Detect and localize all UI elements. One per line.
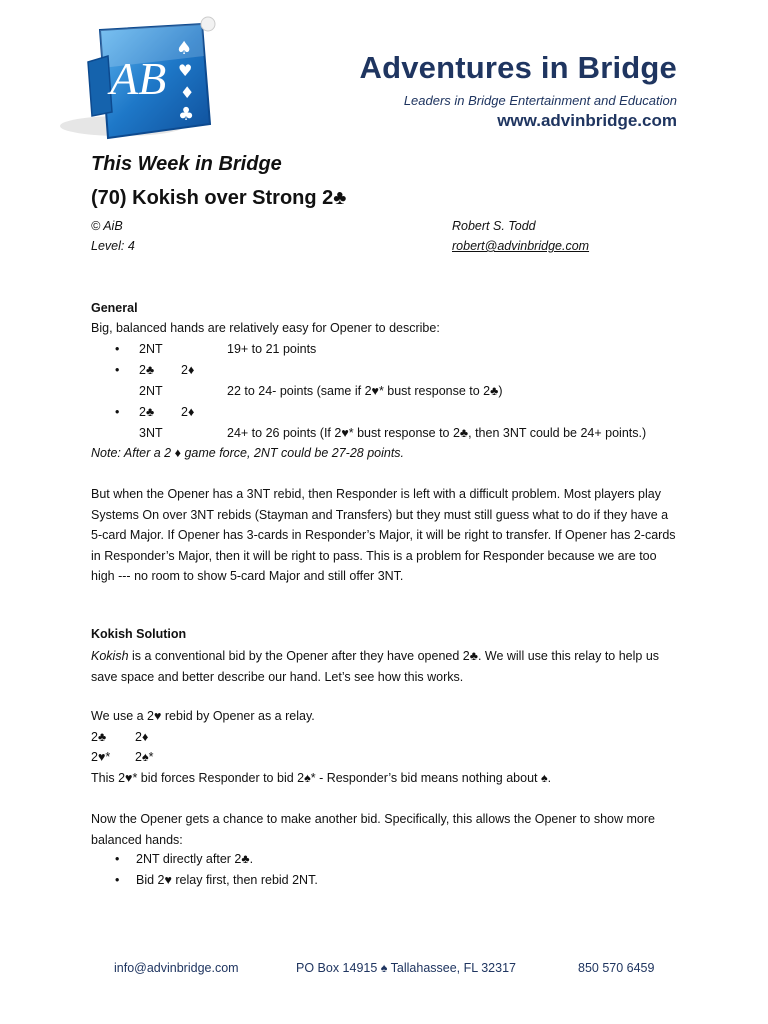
kokish-paragraph-text: is a conventional bid by the Opener after they have opened 2♣. We will use this relay to help us save space and better describe our hand. Let’s see how this works. — [91, 649, 660, 684]
kokish-paragraph — [91, 646, 681, 687]
footer-phone: 850 570 6459 — [578, 961, 655, 975]
general-heading: General — [91, 301, 138, 315]
series-title: This Week in Bridge — [91, 153, 282, 175]
list-item-detail — [0, 426, 768, 442]
list-item — [0, 873, 768, 889]
svg-text:♦: ♦ — [180, 83, 195, 102]
list-item — [0, 852, 768, 868]
bid: 3NT — [139, 426, 163, 440]
relay-line: We use a 2♥ rebid by Opener as a relay. — [91, 709, 315, 723]
bid: 2♦ — [181, 363, 195, 377]
brand-title: Adventures in Bridge — [359, 50, 677, 85]
bidding-sequence-row — [0, 750, 768, 766]
list-item — [0, 405, 768, 421]
bid-description: 24+ to 26 points (If 2♥* bust response to 2♣, then 3NT could be 24+ points.) — [227, 426, 647, 440]
bid: 2♦ — [135, 730, 149, 744]
bid-description: 19+ to 21 points — [227, 342, 317, 356]
author-email-link[interactable]: robert@advinbridge.com — [452, 239, 590, 253]
bid: 2♦ — [181, 405, 195, 419]
copyright: © AiB — [91, 219, 123, 233]
svg-text:♣: ♣ — [178, 104, 195, 125]
bidding-sequence-row — [0, 730, 768, 746]
list-item-detail — [0, 384, 768, 400]
bid: 2NT — [139, 384, 163, 398]
svg-text:♥: ♥ — [178, 61, 193, 80]
bullet-icon: • — [115, 405, 120, 419]
bullet-icon: • — [115, 363, 120, 377]
problem-paragraph: But when the Opener has a 3NT rebid, then Responder is left with a difficult problem. Most players play Systems On over 3NT rebids (Stayman and Transfers) but they must still guess what to do if they have a 5-card Major. If Opener has 3-cards in Responder’s Major, it will be right to transfer. If Opener has 2-cards in Responder’s Major, then it will be right to pass. This is a problem for Responder because we are too high --- no room to show 5-card Major and still offer 3NT. — [91, 487, 676, 583]
bid: 2♣ — [139, 405, 155, 419]
svg-text:♠: ♠ — [176, 38, 193, 59]
bid: 2NT — [139, 342, 163, 356]
game-force-note: Note: After a 2 ♦ game force, 2NT could be 27-28 points. — [91, 446, 405, 460]
logo-text: AB — [110, 53, 167, 104]
general-intro: Big, balanced hands are relatively easy for Opener to describe: — [91, 321, 440, 335]
list-item-text: 2NT directly after 2♣. — [136, 852, 254, 866]
list-item — [0, 342, 768, 358]
bid: 2♥* — [91, 750, 111, 764]
kokish-heading: Kokish Solution — [91, 627, 187, 641]
level: Level: 4 — [91, 239, 135, 253]
forces-line: This 2♥* bid forces Responder to bid 2♠* - Responder’s bid means nothing about ♠. — [91, 771, 552, 785]
bullet-icon: • — [115, 342, 120, 356]
list-item-text: Bid 2♥ relay first, then rebid 2NT. — [136, 873, 318, 887]
ab-logo-graphic — [52, 16, 222, 146]
article-title: (70) Kokish over Strong 2♣ — [91, 187, 347, 209]
opener-paragraph: Now the Opener gets a chance to make another bid. Specifically, this allows the Opener to show more balanced hands: — [91, 812, 655, 847]
bid: 2♣ — [91, 730, 107, 744]
bid-description: 22 to 24- points (same if 2♥* bust response to 2♣) — [227, 384, 503, 398]
author: Robert S. Todd — [452, 219, 536, 233]
footer-email-link[interactable]: info@advinbridge.com — [114, 961, 239, 975]
bid: 2♠* — [135, 750, 154, 764]
list-item — [0, 363, 768, 379]
bullet-icon: • — [115, 873, 120, 887]
brand-tagline: Leaders in Bridge Entertainment and Education — [403, 93, 677, 108]
footer-address: PO Box 14915 ♠ Tallahassee, FL 32317 — [296, 961, 516, 975]
brand-url-link[interactable]: www.advinbridge.com — [497, 111, 677, 130]
bid: 2♣ — [139, 363, 155, 377]
adventures-in-bridge-logo — [52, 16, 222, 146]
kokish-term: Kokish — [91, 649, 129, 663]
bullet-icon: • — [115, 852, 120, 866]
